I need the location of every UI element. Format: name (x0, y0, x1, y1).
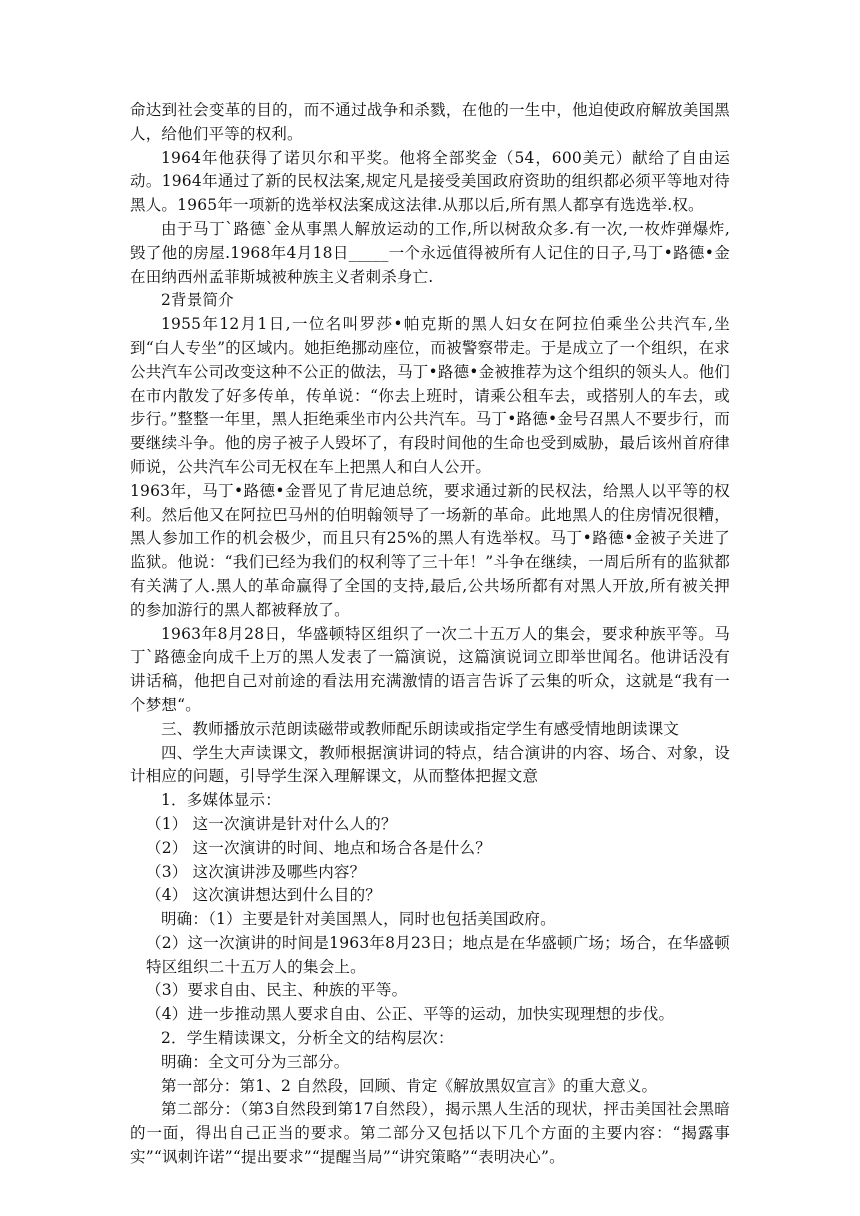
paragraph: 明确：（1）主要是针对美国黑人，同时也包括美国政府。 (161, 910, 556, 929)
paragraph: 2背景简介 (161, 291, 234, 310)
body-text (130, 99, 730, 1170)
paragraph: （3）要求自由、民主、种族的平等。 (146, 981, 408, 1000)
paragraph: 1964年他获得了诺贝尔和平奖。他将全部奖金（54，600美元）献给了自由运动。1964年通过了新的民权法案,规定凡是接受美国政府资助的组织都必须平等地对待黑人。1965年一项新的选举权法案成这法律.从那以后,所有黑人都享有选选举.权。 (130, 148, 730, 215)
paragraph: 1963年8月28日，华盛顿特区组织了一次二十五万人的集会，要求种族平等。马丁`路德金向成千上万的黑人发表了一篇演说，这篇演说词立即举世闻名。他讲话没有讲话稿，他把自己对前途的看法用充满激情的语言告诉了云集的听众，这就是“我有一个梦想“。 (130, 624, 730, 714)
paragraph: （4） 这次演讲想达到什么目的？ (146, 886, 381, 905)
paragraph: （2）这一次演讲的时间是1963年8月23日；地点是在华盛顿广场；场合，在华盛顿特区组织二十五万人的集会上。 (146, 933, 730, 976)
paragraph: 四、学生大声读课文，教师根据演讲词的特点，结合演讲的内容、场合、对象，设计相应的问题，引导学生深入理解课文，从而整体把握文意 (130, 743, 730, 786)
paragraph: （2） 这一次演讲的时间、地点和场合各是什么？ (146, 838, 491, 857)
paragraph: （1） 这一次演讲是针对什么人的？ (146, 814, 397, 833)
paragraph: 2．学生精读课文，分析全文的结构层次： (161, 1029, 454, 1048)
paragraph: 明确：全文可分为三部分。 (161, 1052, 350, 1071)
paragraph: 三、教师播放示范朗读磁带或教师配乐朗读或指定学生有感受情地朗读课文 (161, 719, 680, 738)
paragraph: （3） 这次演讲涉及哪些内容？ (146, 862, 366, 881)
paragraph: 1．多媒体显示： (161, 791, 281, 810)
paragraph: 命达到社会变革的目的，而不通过战争和杀戮，在他的一生中，他迫使政府解放美国黑人，给他们平等的权利。 (130, 101, 730, 143)
paragraph: 由于马丁`路德`金从事黑人解放运动的工作,所以树敌众多.有一次,一枚炸弹爆炸,毁了他的房屋.1968年4月18日_____一个永远值得被所有人记住的日子,马丁•路德•金在田纳西州孟菲斯城被种族主义者刺杀身亡. (130, 219, 730, 286)
paragraph: 1963年，马丁•路德•金晋见了肯尼迪总统，要求通过新的民权法，给黑人以平等的权利。然后他又在阿拉巴马州的伯明翰领导了一场新的革命。此地黑人的住房情况很糟，黑人参加工作的机会极少，而且只有25%的黑人有选举权。马丁•路德•金被子关进了监狱。他说：“我们已经为我们的权利等了三十年！”斗争在继续，一周后所有的监狱都有关满了人.黑人的革命赢得了全国的支持,最后,公共场所都有对黑人开放,所有被关押的参加游行的黑人都被释放了。 (130, 481, 730, 619)
paragraph: 第一部分：第1、2 自然段，回顾、肯定《解放黑奴宣言》的重大意义。 (161, 1076, 658, 1095)
paragraph: 1955年12月1日,一位名叫罗莎•帕克斯的黑人妇女在阿拉伯乘坐公共汽车,坐到“白人专坐”的区域内。她拒绝挪动座位，而被警察带走。于是成立了一个组织，在求公共汽车公司改变这种不公正的做法，马丁•路德•金被推荐为这个组织的领头人。他们在市内散发了好多传单，传单说：“你去上班时，请乘公租车去，或搭别人的车去，或步行。”整整一年里，黑人拒绝乘坐市内公共汽车。马丁•路德•金号召黑人不要步行，而要继续斗争。他的房子被子人毁坏了，有段时间他的生命也受到威胁，最后该州首府律师说，公共汽车公司无权在车上把黑人和白人公开。 (130, 315, 730, 476)
paragraph: （4）进一步推动黑人要求自由、公正、平等的运动，加快实现理想的步伐。 (146, 1005, 675, 1024)
paragraph: 第二部分：（第3自然段到第17自然段），揭示黑人生活的现状，抨击美国社会黑暗的一面，得出自己正当的要求。第二部分又包括以下几个方面的主要内容：“揭露事实”“讽刺许诺”“提出要求”“提醒当局”“讲究策略”“表明决心”。 (130, 1100, 730, 1167)
